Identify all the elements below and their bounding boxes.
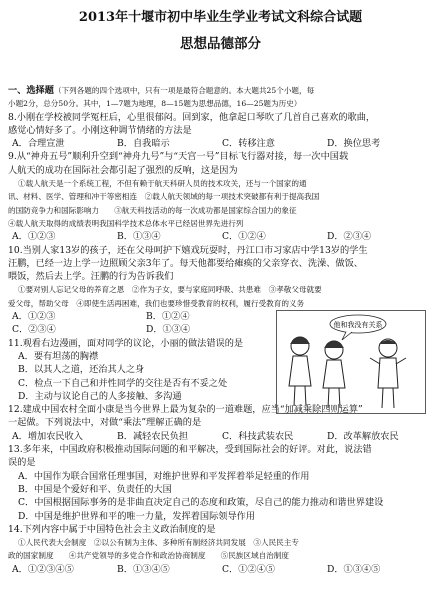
option-a[interactable]: A．要有坦荡的胸襟: [18, 350, 99, 362]
option-a[interactable]: A．增加农民收入: [12, 430, 83, 442]
option-b[interactable]: B．①③④⑤: [117, 563, 170, 575]
question-text: 12.建成中国农村全面小康是当今世界上最为复杂的一道难题，应当“加减乘除四则运算”: [8, 404, 363, 416]
statement-text: ④载人航天取得的成绩表明我国科学技术总体水平已经居世界先进行列: [8, 218, 244, 228]
option-a[interactable]: A．中国作为联合国常任理事国，对维护世界和平发挥着举足轻重的作用: [18, 470, 310, 482]
option-d[interactable]: D．①③④⑤: [327, 563, 381, 575]
statement-text: 的国防竞争力和国际影响力 ③航天科技活动的每一次成功都是国家综合国力的象征: [8, 205, 297, 215]
exam-title: 2013年十堰市初中毕业生学业考试文科综合试题: [78, 10, 363, 25]
question-text: 14.下列内容中属于中国特色社会主义政治制度的是: [8, 523, 216, 535]
option-a[interactable]: A．①②③④⑤: [12, 563, 74, 575]
question-9: [8, 150, 433, 243]
option-d[interactable]: D．①③④: [146, 324, 191, 336]
question-text: 感觉心情好多了。小刚这种调节情绪的方法是: [8, 124, 192, 136]
section-intro-line-1: （下列各题的四个选项中，只有一项是最符合题意的。本大题共25个小题，每: [53, 86, 315, 95]
option-c[interactable]: C．科技武装农民: [222, 430, 294, 442]
statement-text: ①要对别人忘记父母的养育之恩 ②作为子女，要与家庭同呼吸、共患难 ③孝敬父母就要: [18, 285, 322, 295]
option-c[interactable]: C．中国根据国际事务的是非曲直决定自己的态度和政策，尽自己的能力推动和谐世界建设: [18, 497, 384, 509]
option-d[interactable]: D．改革解放农民: [327, 430, 399, 442]
statement-text: 讯、材料、医学、管理和冲干等密相连 ②载人航天领域的每一项技术突破都有利于提高我国: [8, 192, 320, 202]
option-b[interactable]: B．中国是个爱好和平、负责任的大国: [18, 483, 172, 495]
section-intro: [8, 84, 433, 97]
question-13: [8, 443, 433, 523]
option-d[interactable]: D．中国是维护世界和平的唯一力量，发挥着国际领导作用: [18, 510, 256, 522]
question-8: [8, 111, 433, 151]
statement-text: ①人民代表大会制度 ②以公有制为主体、多种所有制经济共同发展 ③人民民主专: [18, 538, 299, 548]
option-row: [8, 563, 433, 576]
question-text: 9.从“神舟五号”顺利升空到“神舟九号”与“天宫一号”目标飞行器对接，每一次中国载: [8, 151, 349, 163]
option-d[interactable]: D．②③④: [327, 231, 372, 243]
question-text: 喂饭，然后去上学。汪鹏的行为告诉我们: [8, 271, 174, 283]
question-11-text: 11.观看右边漫画，面对同学的议论，小丽的做法错误的是: [8, 337, 244, 349]
option-row: [8, 230, 433, 243]
question-text: 8.小刚在学校被同学冤枉后，心里很郁闷。回到家，他拿起口琴吹了几首自己喜欢的歌曲，: [8, 111, 376, 123]
option-b[interactable]: B．自我暗示: [117, 138, 170, 150]
section-heading: 一、选择题: [8, 85, 54, 96]
option-c[interactable]: C．转移注意: [222, 138, 275, 150]
option-b[interactable]: B．以其人之道，还治其人之身: [18, 364, 145, 376]
question-10: [8, 244, 433, 404]
question-14: [8, 523, 433, 576]
statement-text: 爱父母，帮助父母 ④即使生活再困难，我们也要珍惜受教育的权利，履行受教育的义务: [8, 298, 305, 308]
statement-text: ①载人航天是一个系统工程，不但有赖于航天科研人员的技术攻关，还与一个国家的通: [18, 179, 307, 189]
statement-text: 政的国家制度 ④共产党领导的多党合作和政治协商制度 ⑤民族区域自治制度: [8, 551, 289, 561]
cartoon-illustration: [276, 310, 426, 414]
question-text: 13.多年来，中国政府积极推动国际问题的和平解决，受到国际社会的好评。对此，说法错: [8, 444, 372, 456]
section-title: 思想品德部分: [180, 36, 261, 52]
option-b[interactable]: B．①③④: [117, 231, 161, 243]
option-c[interactable]: C．①②④: [222, 231, 266, 243]
section-intro-line-2: 小题2分，总分50分。其中，1—7题为地理，8—15题为思想品德，16—25题为历史）: [8, 99, 302, 109]
option-row: [8, 137, 433, 150]
option-c[interactable]: C．②③④: [12, 324, 56, 336]
option-a[interactable]: A．①②③: [12, 311, 56, 323]
option-a[interactable]: A．合理宣泄: [12, 138, 65, 150]
option-c[interactable]: C．①②④⑤: [222, 563, 275, 575]
question-text: 一起做。下列说法中，对做“乘法”理解正确的是: [8, 417, 202, 429]
option-row: [8, 430, 433, 443]
question-body: [8, 84, 433, 576]
question-text: 人航天的成功在国际社会都引起了强烈的反响，这是因为: [8, 164, 238, 176]
option-d[interactable]: D．主动与议论自己的人多接触、多沟通: [18, 390, 182, 402]
question-text: 误的是: [8, 457, 36, 469]
option-row: [8, 323, 280, 336]
option-a[interactable]: A．①②③: [12, 231, 56, 243]
option-row: [8, 310, 280, 323]
cartoon-caption: 他和我没有关系: [333, 320, 383, 329]
question-text: 汪鹏，已经一边上学一边照顾父亲3年了。每天他都要给瘫痪的父亲穿衣、洗澡、做饭、: [8, 257, 363, 269]
option-d[interactable]: D．换位思考: [327, 138, 381, 150]
option-c[interactable]: C．检点一下自己和并性同学的交往是否有不妥之处: [18, 377, 228, 389]
question-text: 10.当别人家13岁的孩子，还在父母呵护下嬉戏玩耍时，丹江口市习家店中学13岁的学生: [8, 244, 368, 256]
option-b[interactable]: B．①②④: [146, 311, 190, 323]
option-b[interactable]: B．减轻农民负担: [117, 430, 189, 442]
